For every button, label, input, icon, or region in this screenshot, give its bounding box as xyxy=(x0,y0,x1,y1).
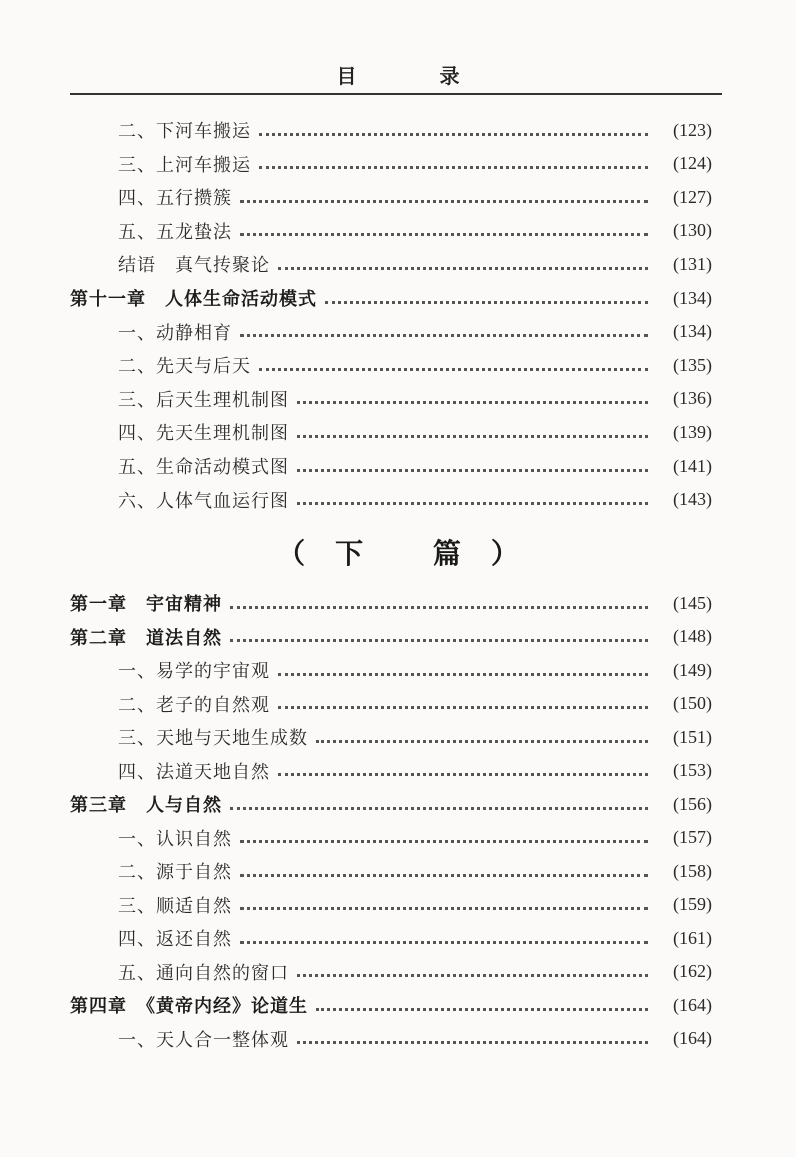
toc-page-number: (123) xyxy=(673,119,712,140)
toc-entry-title: 第十一章 人体生命活动模式 xyxy=(70,289,317,310)
toc-page-number: (143) xyxy=(673,489,712,510)
toc-entry-title: 结语 真气抟聚论 xyxy=(118,255,270,277)
toc-section-entry xyxy=(0,921,796,955)
toc-entry-title: 四、五行攒簇 xyxy=(118,188,232,210)
dot-leader xyxy=(278,706,648,709)
toc-section-entry xyxy=(0,315,796,349)
toc-entry-title: 二、先天与后天 xyxy=(118,356,251,378)
toc-page-number: (139) xyxy=(673,421,712,442)
dot-leader xyxy=(259,133,648,136)
toc-section-entry xyxy=(0,821,796,855)
toc-page-number: (150) xyxy=(673,693,712,713)
toc-page-number: (127) xyxy=(673,186,712,207)
toc-page-number: (156) xyxy=(673,793,712,814)
toc-page-number: (161) xyxy=(673,927,712,948)
toc-entry-title: 五、五龙蛰法 xyxy=(118,221,232,243)
dot-leader xyxy=(278,673,648,676)
toc-page-number: (130) xyxy=(673,220,712,241)
toc-page-number: (157) xyxy=(673,827,712,847)
toc-chapter-entry xyxy=(0,787,796,821)
toc-page-number: (164) xyxy=(673,1028,712,1048)
dot-leader xyxy=(230,639,648,642)
toc-chapter-entry xyxy=(0,988,796,1022)
dot-leader xyxy=(297,974,648,977)
dot-leader xyxy=(325,301,648,304)
toc-chapter-entry xyxy=(0,586,796,620)
toc-entry-title: 三、顺适自然 xyxy=(118,895,232,917)
toc-chapter-entry xyxy=(0,620,796,654)
toc-page-number: (124) xyxy=(673,153,712,174)
toc-entry-title: 一、天人合一整体观 xyxy=(118,1029,289,1051)
toc-page-number: (153) xyxy=(673,760,712,780)
toc-entry-title: 六、人体气血运行图 xyxy=(118,490,289,512)
toc-entry-title: 一、动静相育 xyxy=(118,322,232,344)
toc-entry-title: 第二章 道法自然 xyxy=(70,627,222,649)
dot-leader xyxy=(297,469,648,472)
toc-page-number: (136) xyxy=(673,388,712,409)
toc-page-number: (151) xyxy=(673,726,712,747)
dot-leader xyxy=(240,840,648,843)
toc-entry-title: 四、先天生理机制图 xyxy=(118,423,289,445)
toc-entry-title: 第三章 人与自然 xyxy=(70,795,222,816)
dot-leader xyxy=(297,401,648,404)
toc-section-entry xyxy=(0,449,796,483)
dot-leader xyxy=(240,941,648,944)
dot-leader xyxy=(316,1008,648,1011)
toc-section-entry xyxy=(0,888,796,922)
dot-leader xyxy=(297,502,648,505)
toc-entry-title: 三、上河车搬运 xyxy=(118,154,251,176)
toc-section-entry xyxy=(0,854,796,888)
toc-section-entry xyxy=(0,247,796,281)
dot-leader xyxy=(297,1041,648,1044)
toc-page-number: (162) xyxy=(673,961,712,981)
toc-section-entry xyxy=(0,180,796,214)
dot-leader xyxy=(240,233,648,236)
toc-entry-title: 四、法道天地自然 xyxy=(118,761,270,783)
toc-entry-title: 四、返还自然 xyxy=(118,929,232,950)
toc-entry-title: 二、源于自然 xyxy=(118,862,232,883)
toc-page-number: (141) xyxy=(673,455,712,476)
toc-section-entry xyxy=(0,113,796,147)
dot-leader xyxy=(230,807,648,810)
section-heading: （下 篇） xyxy=(277,537,549,570)
toc-entry-title: 一、易学的宇宙观 xyxy=(118,661,270,682)
toc-entry-title: 二、下河车搬运 xyxy=(118,121,251,142)
toc-section-entry xyxy=(0,214,796,248)
toc-section-entry xyxy=(0,653,796,687)
dot-leader xyxy=(316,740,648,743)
toc-page-number: (148) xyxy=(673,626,712,646)
toc-entry-title: 三、后天生理机制图 xyxy=(118,389,289,411)
toc-entry-title: 二、老子的自然观 xyxy=(118,694,270,716)
dot-leader xyxy=(278,773,648,776)
toc-section-entry xyxy=(0,483,796,517)
dot-leader xyxy=(240,907,648,910)
toc-page-number: (149) xyxy=(673,659,712,680)
dot-leader xyxy=(297,435,648,438)
dot-leader xyxy=(240,874,648,877)
toc-section-entry xyxy=(0,955,796,989)
toc-entry-title: 三、天地与天地生成数 xyxy=(118,728,308,749)
dot-leader xyxy=(240,200,648,203)
toc-section-entry xyxy=(0,147,796,181)
dot-leader xyxy=(278,267,648,270)
toc-page-number: (159) xyxy=(673,894,712,914)
toc-page-number: (164) xyxy=(673,994,712,1015)
dot-leader xyxy=(259,166,648,169)
toc-entry-title: 一、认识自然 xyxy=(118,828,232,850)
page-title: 目 录 xyxy=(336,64,498,88)
toc-section-entry xyxy=(0,348,796,382)
toc-entry-title: 第一章 宇宙精神 xyxy=(70,594,222,615)
dot-leader xyxy=(259,368,648,371)
toc-section-entry xyxy=(0,754,796,788)
header-rule xyxy=(70,93,722,95)
toc-page-number: (145) xyxy=(673,592,712,613)
toc-entry-title: 五、通向自然的窗口 xyxy=(118,962,289,984)
toc-entry-title: 第四章 《黄帝内经》论道生 xyxy=(70,996,308,1017)
toc-chapter-entry xyxy=(0,281,796,315)
dot-leader xyxy=(230,606,648,609)
toc-section-entry xyxy=(0,1022,796,1056)
toc-page-number: (134) xyxy=(673,321,712,342)
toc-section-entry xyxy=(0,687,796,721)
toc-page-number: (131) xyxy=(673,253,712,274)
toc-page-number: (134) xyxy=(673,287,712,308)
toc-section-entry xyxy=(0,415,796,449)
toc-section-entry xyxy=(0,382,796,416)
toc-page-number: (158) xyxy=(673,860,712,881)
toc-entry-title: 五、生命活动模式图 xyxy=(118,457,289,478)
toc-page-number: (135) xyxy=(673,354,712,375)
dot-leader xyxy=(240,334,648,337)
toc-section-entry xyxy=(0,720,796,754)
